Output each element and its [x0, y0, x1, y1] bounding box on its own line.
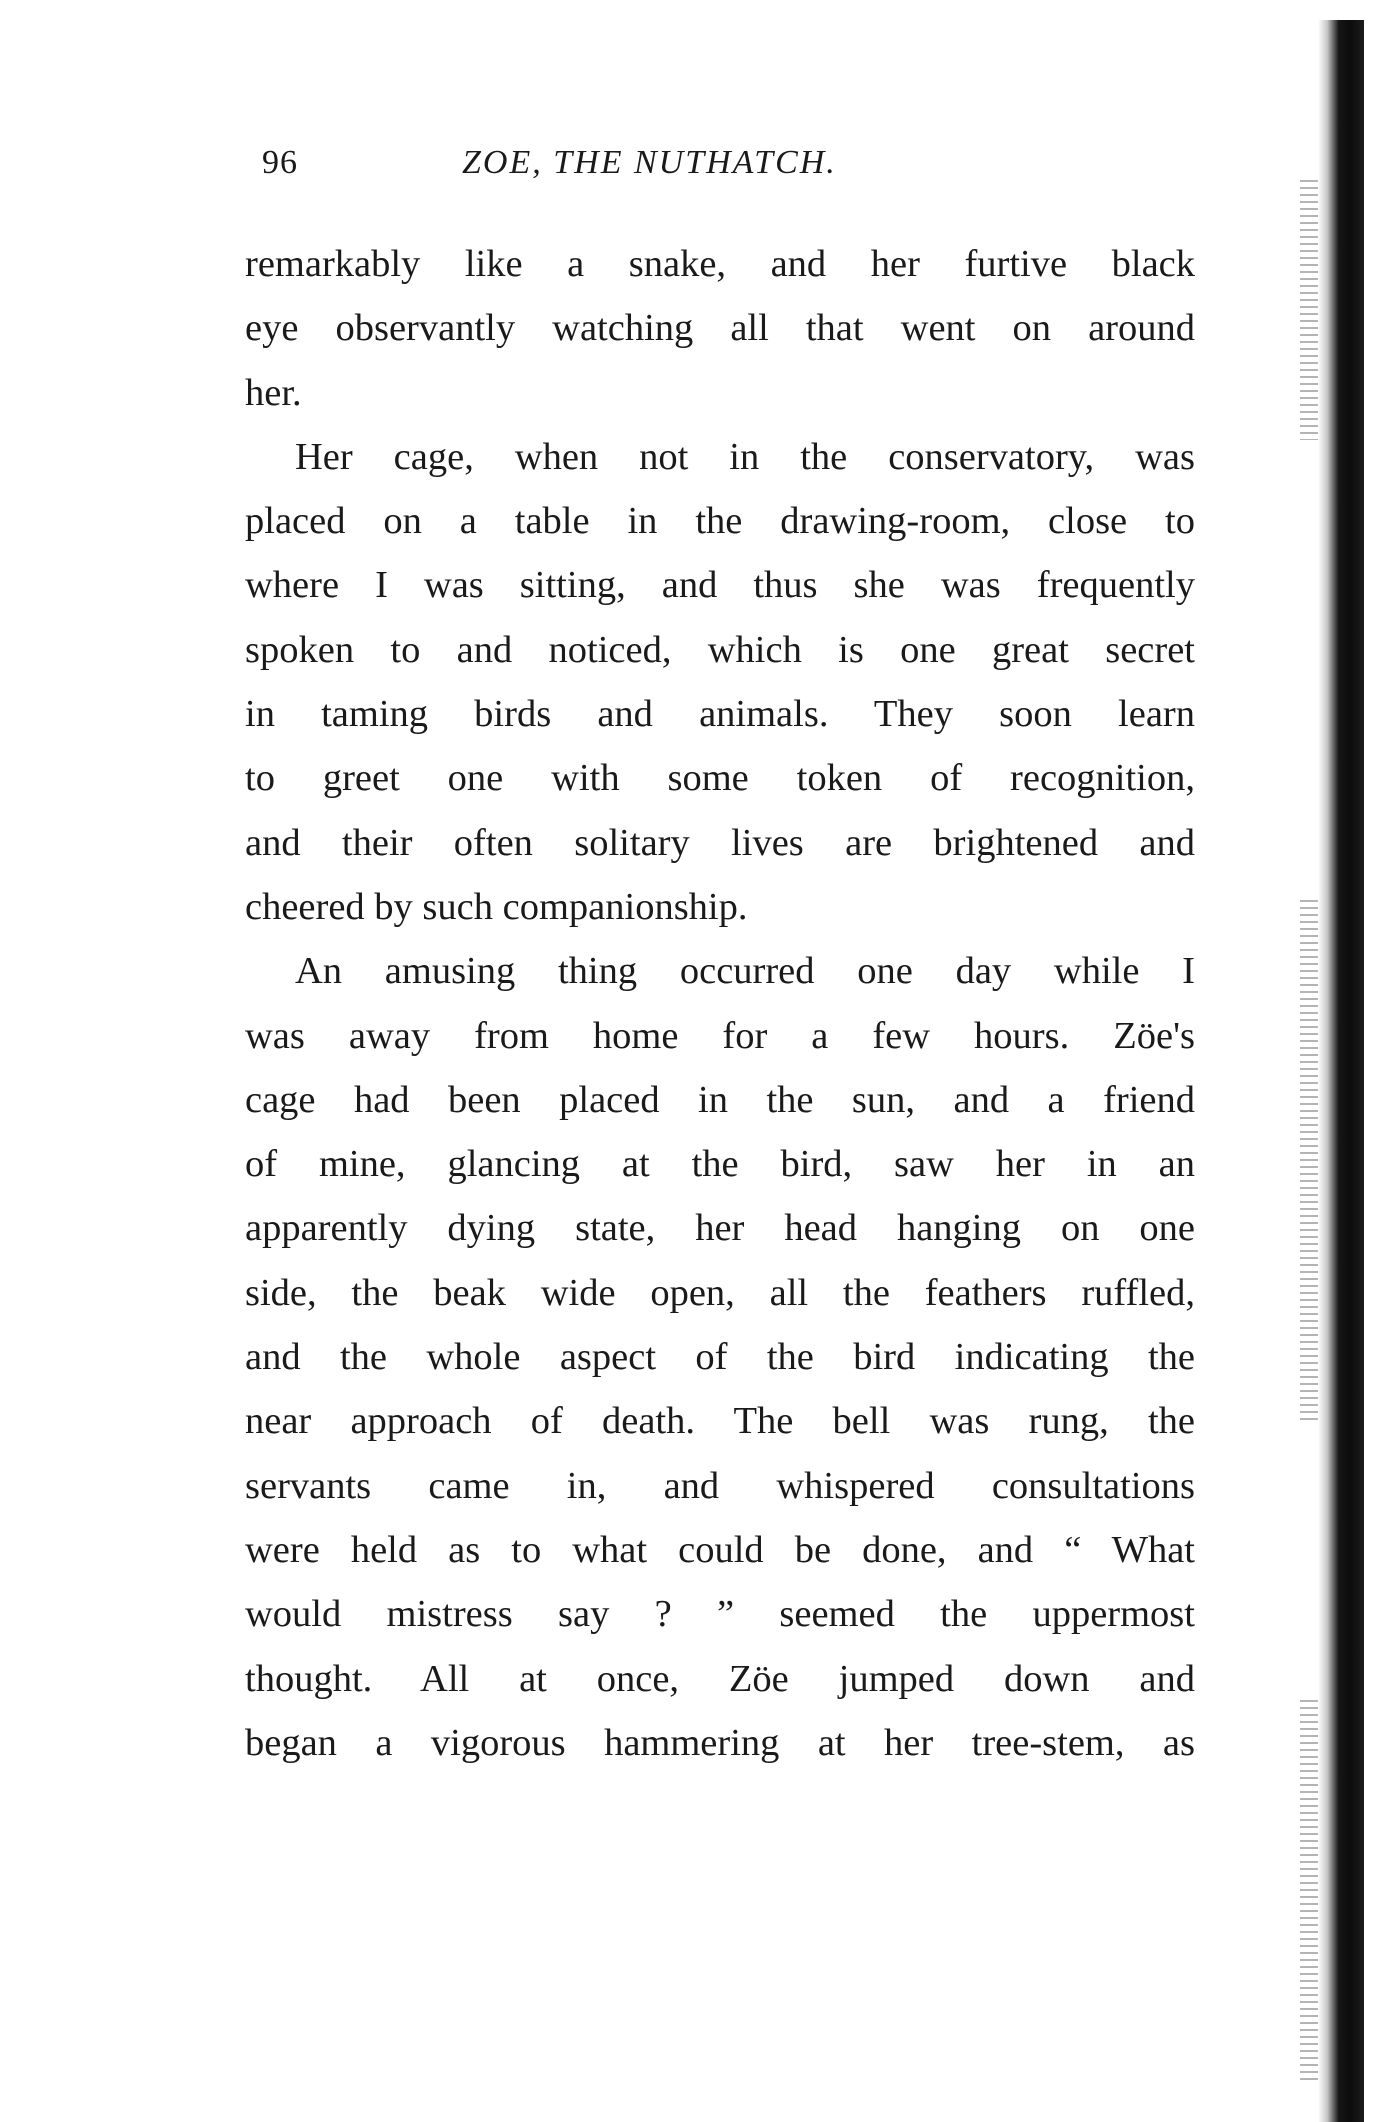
text-line: eye observantly watching all that went on around — [245, 307, 1195, 350]
text-line: where I was sitting, and thus she was frequently — [245, 564, 1195, 607]
text-line: was away from home for a few hours. Zöe's — [245, 1014, 1195, 1057]
running-head — [262, 141, 1002, 185]
text-line: An amusing thing occurred one day while I — [295, 950, 1195, 993]
text-line: cage had been placed in the sun, and a friend — [245, 1078, 1195, 1121]
binding-shadow — [1300, 900, 1318, 1420]
text-line: servants came in, and whispered consultations — [245, 1464, 1195, 1507]
text-line: of mine, glancing at the bird, saw her in an — [245, 1143, 1195, 1186]
text-line: Her cage, when not in the conservatory, was — [295, 435, 1195, 478]
text-line: side, the beak wide open, all the feathers ruffled, — [245, 1271, 1195, 1314]
text-line: and the whole aspect of the bird indicating the — [245, 1336, 1195, 1379]
binding-shadow — [1300, 180, 1318, 440]
text-line: apparently dying state, her head hanging on one — [245, 1207, 1195, 1250]
running-title: ZOE, THE NUTHATCH. — [462, 144, 837, 181]
page-number: 96 — [262, 144, 298, 181]
text-line: spoken to and noticed, which is one great secret — [245, 628, 1195, 671]
text-line: were held as to what could be done, and “ What — [245, 1528, 1195, 1571]
body-text — [245, 232, 1195, 1775]
text-line: began a vigorous hammering at her tree-stem, as — [245, 1721, 1195, 1764]
text-line: near approach of death. The bell was rung, the — [245, 1400, 1195, 1443]
text-line: cheered by such companionship. — [245, 885, 748, 928]
text-line: and their often solitary lives are brightened and — [245, 821, 1195, 864]
text-line: in taming birds and animals. They soon learn — [245, 693, 1195, 736]
text-line: thought. All at once, Zöe jumped down and — [245, 1657, 1195, 1700]
text-line: to greet one with some token of recognition, — [245, 757, 1195, 800]
book-binding-edge — [1318, 20, 1364, 2122]
text-line: her. — [245, 371, 302, 414]
text-line: would mistress say ? ” seemed the uppermost — [245, 1593, 1195, 1636]
binding-shadow — [1300, 1700, 1318, 2080]
text-line: remarkably like a snake, and her furtive black — [245, 243, 1195, 285]
text-line: placed on a table in the drawing-room, close to — [245, 500, 1195, 543]
